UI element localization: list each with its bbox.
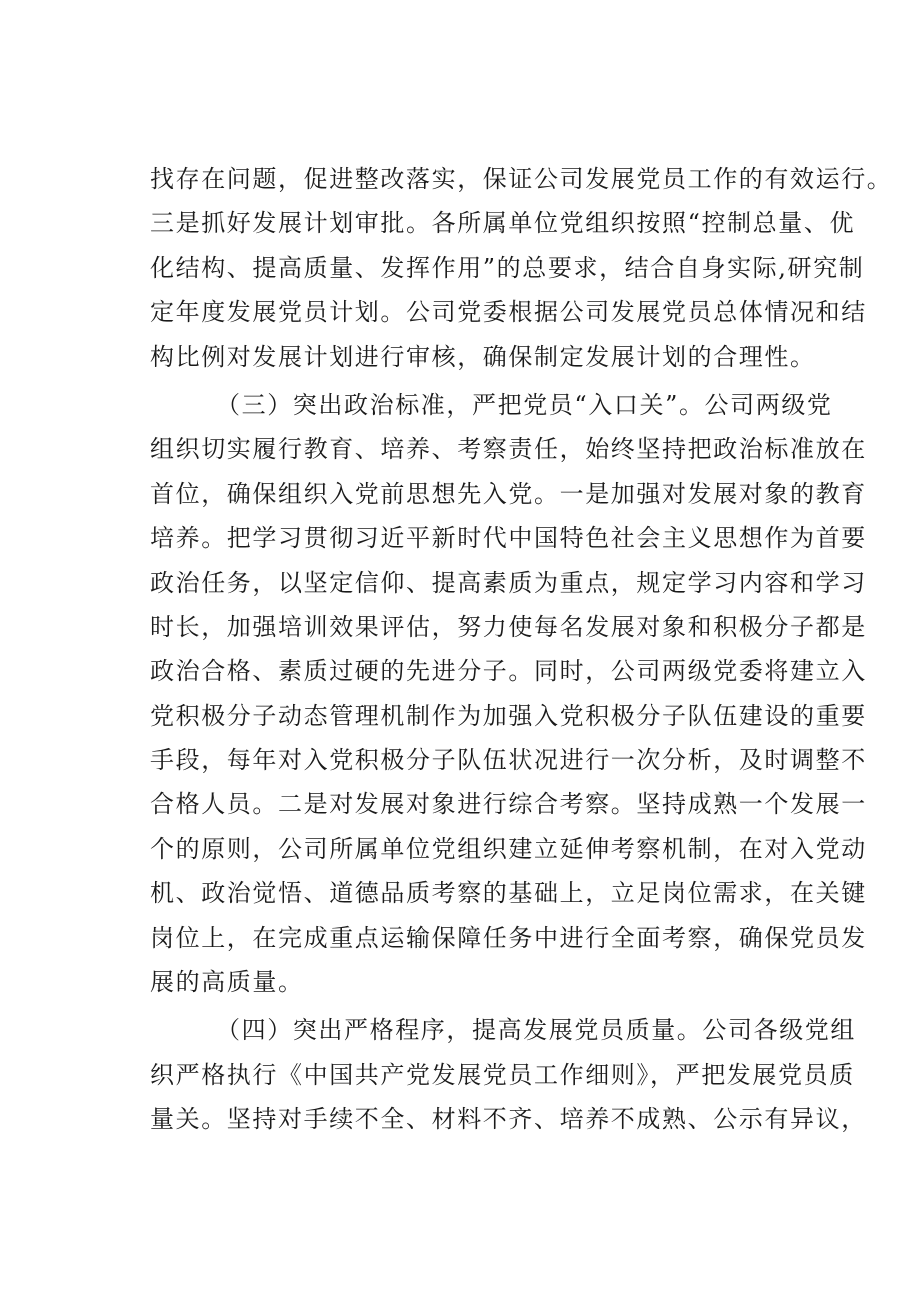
text-line: 组织切实履行教育、培养、考察责任，始终坚持把政治标准放在 [150, 435, 867, 464]
text-line: 党积极分子动态管理机制作为加强入党积极分子队伍建设的重要 [150, 701, 867, 730]
text-line: 合格人员。二是对发展对象进行综合考察。坚持成熟一个发展一 [150, 790, 867, 819]
text-line: 首位，确保组织入党前思想先入党。一是加强对发展对象的教育 [150, 479, 867, 508]
text-line: 机、政治觉悟、道德品质考察的基础上，立足岗位需求，在关键 [150, 879, 867, 908]
text-line: 定年度发展党员计划。公司党委根据公司发展党员总体情况和结 [150, 298, 867, 327]
text-line: 政治任务，以坚定信仰、提高素质为重点，规定学习内容和学习 [150, 568, 867, 597]
text-line: 个的原则，公司所属单位党组织建立延伸考察机制，在对入党动 [150, 834, 867, 863]
text-line: 量关。坚持对手续不全、材料不齐、培养不成熟、公示有异议， [150, 1105, 867, 1134]
text-line: 展的高质量。 [150, 968, 304, 997]
text-line: 织严格执行《中国共产党发展党员工作细则》，严把发展党员质 [150, 1060, 855, 1089]
section-heading-line: （三）突出政治标准，严把党员“入口关”。公司两级党 [216, 390, 833, 419]
text-line: 构比例对发展计划进行审核，确保制定发展计划的合理性。 [150, 342, 816, 371]
text-line: 手段，每年对入党积极分子队伍状况进行一次分析，及时调整不 [150, 746, 867, 775]
text-line: 培养。把学习贯彻习近平新时代中国特色社会主义思想作为首要 [150, 524, 867, 553]
text-line: 找存在问题，促进整改落实，保证公司发展党员工作的有效运行。 [150, 165, 893, 193]
text-line: 时长，加强培训效果评估，努力使每名发展对象和积极分子都是 [150, 612, 867, 641]
section-heading-line: （四）突出严格程序，提高发展党员质量。公司各级党组 [216, 1016, 856, 1045]
text-line: 化结构、提高质量、发挥作用”的总要求，结合自身实际,研究制 [150, 253, 865, 282]
text-line: 政治合格、素质过硬的先进分子。同时，公司两级党委将建立入 [150, 657, 867, 686]
body-text [150, 157, 893, 1142]
text-line: 岗位上，在完成重点运输保障任务中进行全面考察，确保党员发 [150, 923, 867, 952]
text-line: 三是抓好发展计划审批。各所属单位党组织按照“控制总量、优 [150, 209, 856, 238]
